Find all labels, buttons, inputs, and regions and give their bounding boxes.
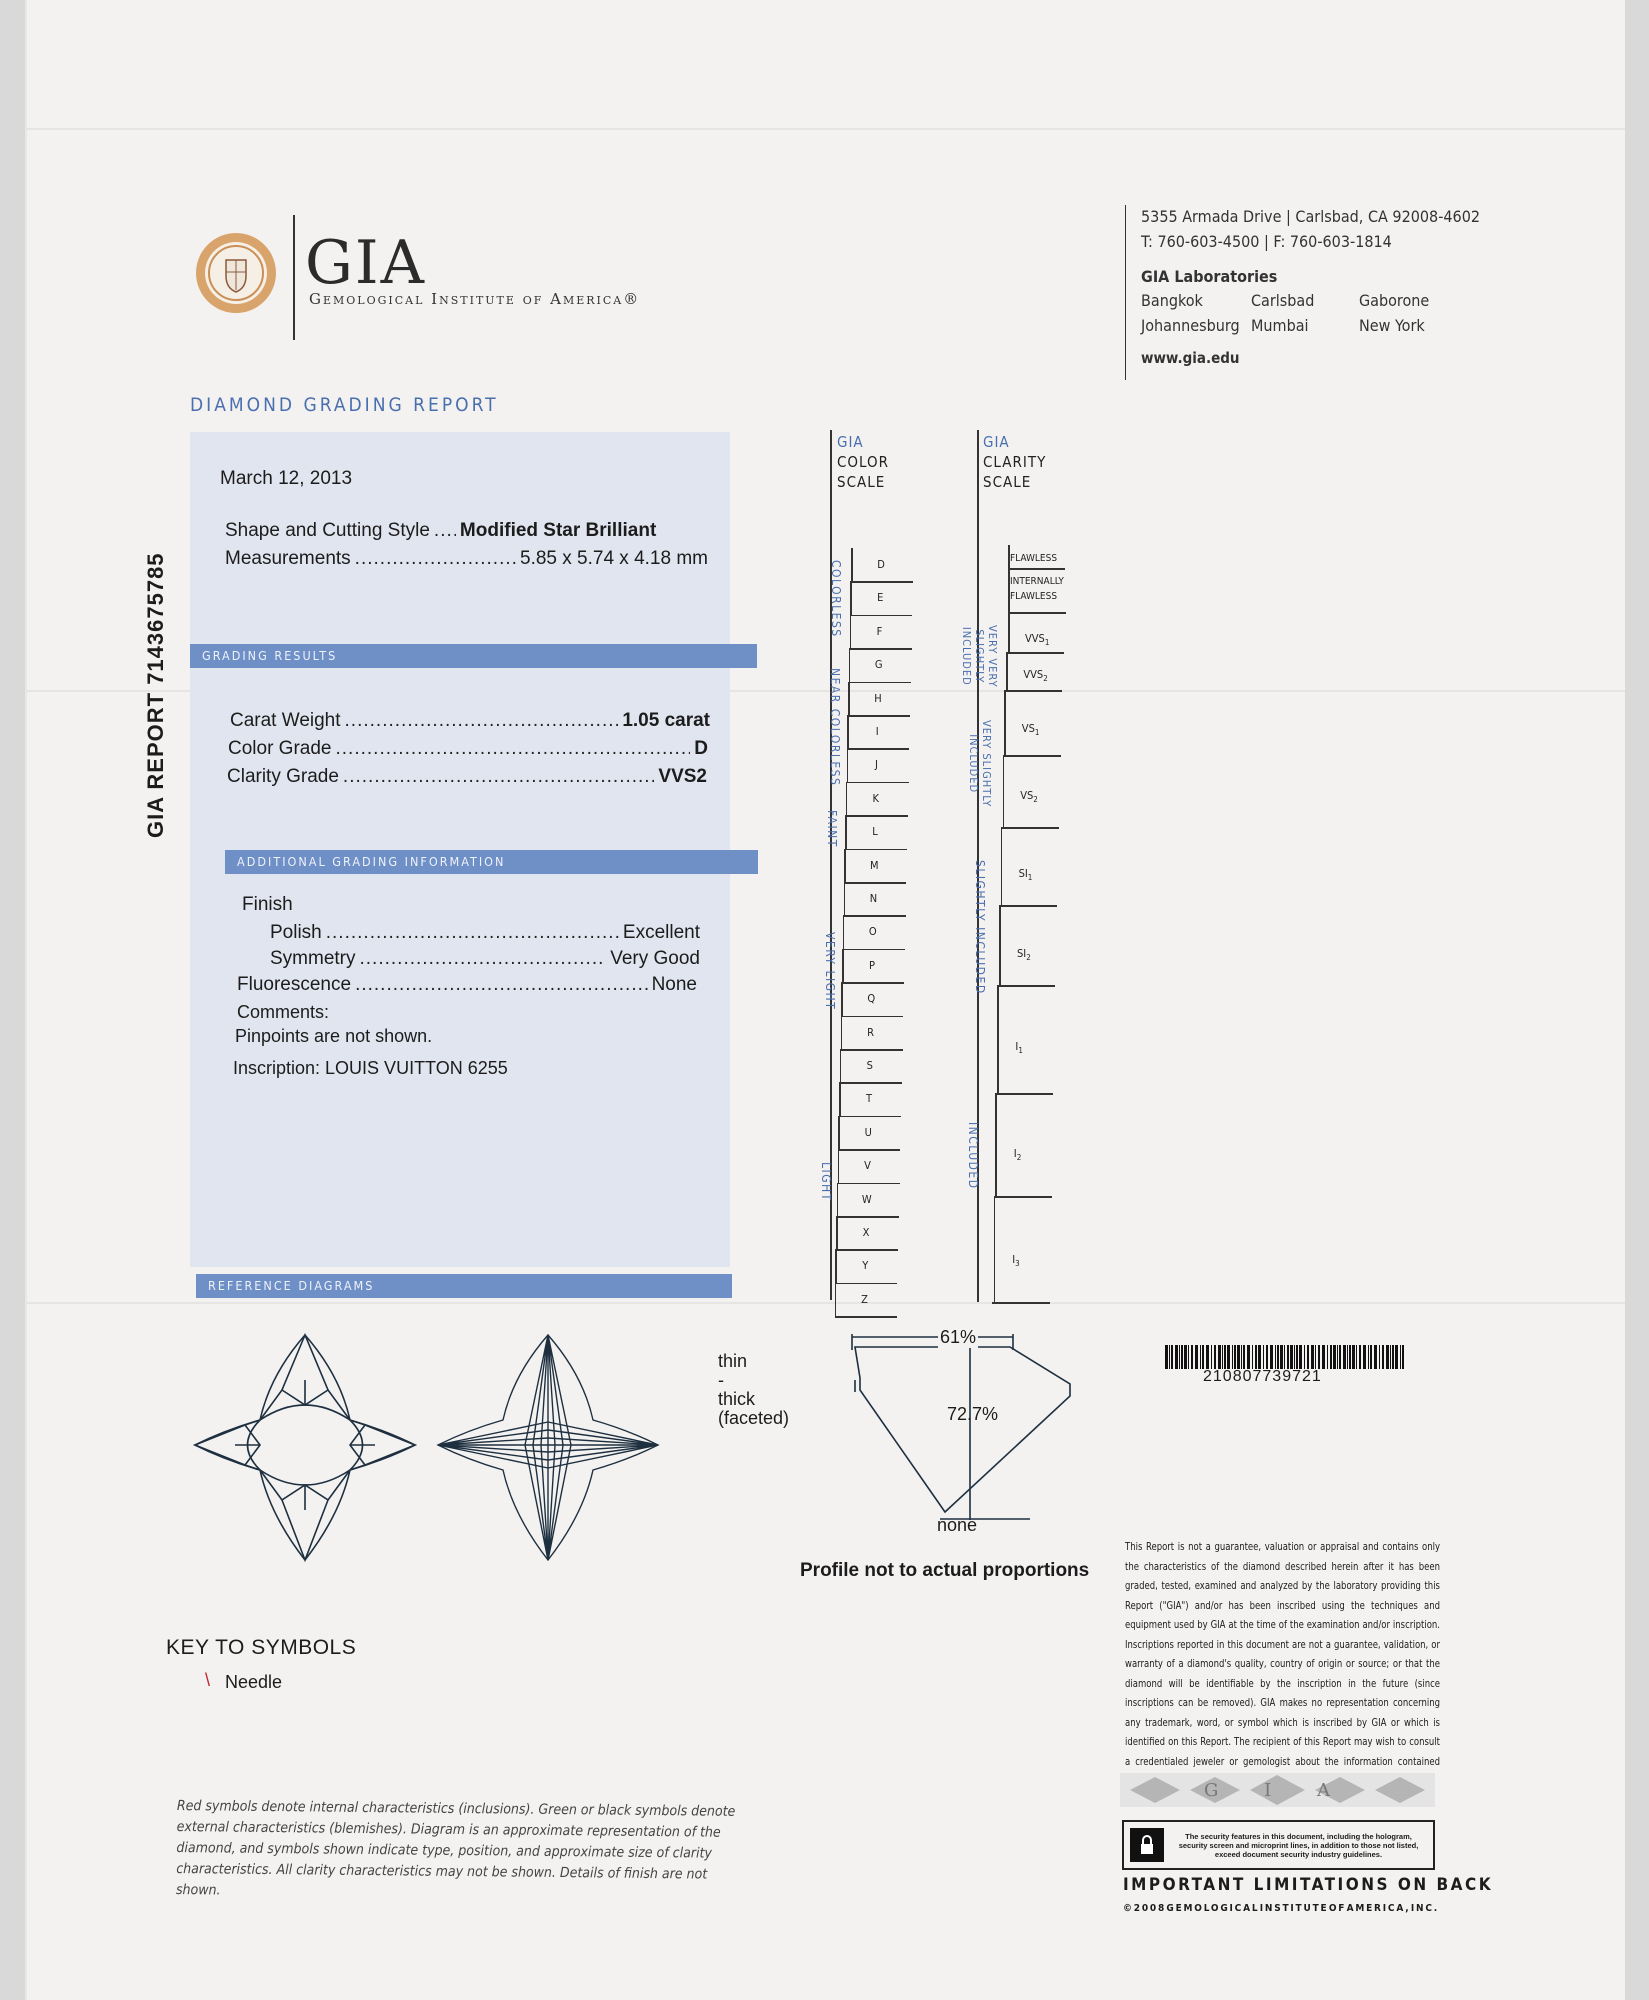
color-scale-tick xyxy=(847,748,909,750)
barcode-bar xyxy=(1370,1345,1372,1369)
barcode-bar xyxy=(1243,1345,1245,1369)
report-title: DIAMOND GRADING REPORT xyxy=(190,394,499,416)
address-line: 5355 Armada Drive | Carlsbad, CA 92008-4602 xyxy=(1141,207,1481,226)
barcode-bar xyxy=(1343,1345,1346,1369)
symmetry-row xyxy=(270,948,700,970)
important-limitations: IMPORTANT LIMITATIONS ON BACK xyxy=(1123,1875,1494,1895)
clarity-group-line: VERY SLIGHTLY xyxy=(980,720,993,808)
clarity-scale-tick xyxy=(992,1302,1050,1304)
logo-subtitle: Gemological Institute of America® xyxy=(309,290,641,308)
barcode-bar xyxy=(1224,1345,1226,1369)
clarity-scale-box xyxy=(997,985,999,1093)
color-grade-e: E xyxy=(877,591,884,605)
color-group-very-light: VERY LIGHT xyxy=(823,932,837,1011)
barcode-bar xyxy=(1247,1345,1250,1369)
color-scale-box xyxy=(835,1249,837,1282)
copyright-word: INSTITUTE xyxy=(1259,1903,1329,1914)
barcode-bar xyxy=(1347,1345,1348,1369)
barcode-bar xyxy=(1390,1345,1391,1369)
clarity-row xyxy=(227,766,707,788)
clarity-group-vvs xyxy=(960,625,999,688)
grading-panel xyxy=(190,432,730,1293)
color-grade-d: D xyxy=(877,558,885,571)
color-scale-box xyxy=(850,581,852,614)
barcode-bar xyxy=(1218,1345,1221,1369)
clarity-scale-head: CLARITY xyxy=(983,453,1047,471)
color-grade-x: X xyxy=(862,1226,870,1239)
barcode-bar xyxy=(1277,1345,1279,1369)
depth-percent: 72.7% xyxy=(947,1404,999,1424)
color-scale-box xyxy=(839,1082,841,1115)
color-group-faint: FAINT xyxy=(825,810,839,848)
color-grade-t: T xyxy=(865,1092,873,1106)
color-scale-box xyxy=(838,1149,840,1182)
clarity-scale-tick xyxy=(1004,690,1062,692)
clarity-flawless: FLAWLESS xyxy=(1010,553,1058,564)
barcode-bar xyxy=(1386,1345,1389,1369)
color-scale-tick xyxy=(850,648,912,650)
clarity-scale-tick xyxy=(997,985,1055,987)
clarity-value: VVS2 xyxy=(658,766,707,787)
barcode-bar xyxy=(1333,1345,1336,1369)
barcode-bar xyxy=(1206,1345,1209,1369)
polish-label: Polish xyxy=(270,922,322,943)
comments-label: Comments: xyxy=(237,1002,330,1022)
barcode-bar xyxy=(1330,1345,1332,1369)
fluorescence-value: None xyxy=(651,974,697,995)
clarity-scale-tick xyxy=(999,905,1057,907)
copyright xyxy=(1123,1903,1439,1914)
clarity-label: Clarity Grade xyxy=(227,766,339,787)
clarity-group-line: VERY VERY xyxy=(986,625,999,688)
color-scale-head: SCALE xyxy=(837,473,886,491)
color-scale-box xyxy=(850,615,852,648)
girdle-thick: thick xyxy=(718,1389,756,1409)
gia-seal-icon xyxy=(195,232,277,314)
color-scale-box xyxy=(837,1183,839,1216)
barcode-bar xyxy=(1184,1345,1187,1369)
color-scale-tick xyxy=(848,715,910,717)
barcode-number: 210807739721 xyxy=(1203,1368,1322,1385)
clarity-scale-box xyxy=(995,1093,997,1196)
barcode-bar xyxy=(1200,1345,1201,1369)
barcode-bar xyxy=(1202,1345,1204,1369)
clarity-scale-box xyxy=(1001,827,1003,905)
shape-value: Modified Star Brilliant xyxy=(459,520,657,541)
clarity-scale-tick xyxy=(1008,612,1066,614)
lab-city: New York xyxy=(1359,316,1425,336)
color-scale-box xyxy=(843,915,845,948)
lab-city: Mumbai xyxy=(1251,316,1309,336)
color-scale-box xyxy=(841,1016,843,1049)
barcode-bar xyxy=(1263,1345,1264,1369)
needle-label: Needle xyxy=(225,1672,283,1692)
barcode-bar xyxy=(1395,1345,1398,1369)
color-group-colorless: COLORLESS xyxy=(829,560,843,638)
clarity-group-vs xyxy=(967,720,993,807)
color-value: D xyxy=(694,738,708,759)
color-grade-z: Z xyxy=(861,1292,868,1306)
clarity-scale-box xyxy=(1008,612,1010,652)
barcode-bar xyxy=(1275,1345,1276,1369)
barcode-bar xyxy=(1339,1345,1341,1369)
color-scale-box xyxy=(835,1283,837,1316)
key-to-symbols-title: KEY TO SYMBOLS xyxy=(166,1636,357,1659)
barcode-bar xyxy=(1356,1345,1357,1369)
copyright-word: OF xyxy=(1328,1903,1347,1914)
barcode-bar xyxy=(1165,1345,1168,1369)
logo-text: GIA xyxy=(305,228,426,298)
barcode-bar xyxy=(1304,1345,1305,1369)
barcode-bar xyxy=(1400,1345,1401,1369)
color-grade-v: V xyxy=(864,1159,871,1173)
symmetry-value: Very Good xyxy=(610,948,700,969)
color-grade-h: H xyxy=(874,691,882,705)
color-scale-box xyxy=(844,849,846,882)
color-scale-tick xyxy=(845,849,907,851)
color-scale-tick xyxy=(842,982,904,984)
barcode-bar xyxy=(1349,1345,1351,1369)
barcode-bar xyxy=(1315,1345,1316,1369)
color-grade-p: P xyxy=(869,958,875,972)
color-scale-box xyxy=(847,748,849,781)
lab-city: Gaborone xyxy=(1359,291,1430,311)
needle-symbol-icon: \ xyxy=(205,1670,211,1690)
girdle-thin: thin xyxy=(718,1351,748,1371)
barcode-bar xyxy=(1284,1345,1285,1369)
clarity-scale-box xyxy=(1003,755,1005,827)
color-scale-tick xyxy=(840,1082,902,1084)
symmetry-label: Symmetry xyxy=(270,948,356,969)
finish-label: Finish xyxy=(242,894,293,915)
color-scale-head: COLOR xyxy=(837,453,890,471)
clarity-group-line: SLIGHTLY xyxy=(973,629,986,684)
barcode-bar xyxy=(1294,1345,1295,1369)
clarity-scale-gia: GIA xyxy=(983,433,1010,451)
color-label: Color Grade xyxy=(228,738,332,759)
barcode-bar xyxy=(1255,1345,1257,1369)
shape-row xyxy=(225,520,700,542)
color-grade-q: Q xyxy=(867,992,876,1006)
barcode-bar xyxy=(1270,1345,1273,1369)
color-scale-gia: GIA xyxy=(837,433,864,451)
barcode-bar xyxy=(1359,1345,1361,1369)
color-scale-tick xyxy=(850,615,912,617)
color-scale-box xyxy=(847,715,849,748)
color-scale-tick xyxy=(839,1116,901,1118)
clarity-scale-tick xyxy=(1003,755,1061,757)
clarity-grade-i3: $I_3$ xyxy=(1012,1253,1020,1269)
barcode-bar xyxy=(1169,1345,1170,1369)
clarity-group-line: INCLUDED xyxy=(967,734,980,794)
color-grade-r: R xyxy=(867,1025,874,1039)
color-scale-box xyxy=(848,682,850,715)
polish-value: Excellent xyxy=(622,922,700,943)
report-number: GIA REPORT 7143675785 xyxy=(143,552,168,838)
barcode-bar xyxy=(1382,1345,1384,1369)
barcode-bar xyxy=(1234,1345,1236,1369)
fold-line xyxy=(25,1302,1625,1304)
color-scale-tick xyxy=(847,782,909,784)
color-grade-g: G xyxy=(874,658,883,672)
color-grade-l: L xyxy=(872,825,878,839)
barcode-bar xyxy=(1307,1345,1309,1369)
barcode-bar xyxy=(1241,1345,1242,1369)
hologram-text: G I A xyxy=(1204,1780,1350,1801)
color-scale-tick xyxy=(851,581,913,583)
color-scale-box xyxy=(841,982,843,1015)
color-grade-f: F xyxy=(876,624,883,638)
color-grade-j: J xyxy=(875,758,878,772)
pavilion-diagram xyxy=(433,1330,663,1570)
legal-disclaimer: This Report is not a guarantee, valuation or appraisal and contains only the characteristics of the diamond described herein after it has been graded, tested, examined and analyzed by the laboratory providing this Report ("GIA") and/or has been inscribed using the techniques and equipment used by GIA at the time of the examination and/or inscription. Inscriptions reported in this document are not a guarantee, validation, or warranty of a diamond's quality, country of origin or source; or that the diamond will be identifiable by the inscription in the future (since inscriptions can be removed). GIA makes no representation concerning any trademark, word, or symbol which is inscribed by GIA or which is identified on this Report. The recipient of this Report may wish to consult a credentialed jeweler or gemologist about the information contained xyxy=(1125,1541,1440,1768)
color-group-light: LIGHT xyxy=(819,1162,833,1202)
lab-city: Johannesburg xyxy=(1141,316,1240,336)
color-grade-y: Y xyxy=(862,1259,869,1273)
lab-city: Carlsbad xyxy=(1251,291,1315,311)
table-percent: 61% xyxy=(940,1327,977,1347)
copyright-word: INC. xyxy=(1410,1903,1439,1914)
barcode-bar xyxy=(1211,1345,1212,1369)
hologram-icon xyxy=(1120,1773,1435,1807)
website-link[interactable]: www.gia.edu xyxy=(1141,348,1240,367)
barcode-bar xyxy=(1352,1345,1355,1369)
polish-row xyxy=(270,922,700,944)
color-scale-box xyxy=(851,548,853,581)
security-box xyxy=(1122,1820,1435,1870)
carat-row xyxy=(230,710,710,732)
phone-line: T: 760-603-4500 | F: 760-603-1814 xyxy=(1141,231,1392,251)
fluorescence-label: Fluorescence xyxy=(237,974,352,995)
footnote: Red symbols denote internal characteristics (inclusions). Green or black symbols denote external characteristics (blemishes). Diagram is an approximate representation of the diamond, and symbols shown indicate type, position, and approximate size of clarity characteristics. All clarity characteristics may not be shown. Details of finish are not shown. xyxy=(175,1797,736,1899)
color-scale-tick xyxy=(844,882,906,884)
barcode-bar xyxy=(1322,1345,1325,1369)
color-scale-tick xyxy=(846,815,908,817)
measurements-row xyxy=(225,548,708,570)
color-scale-tick xyxy=(849,682,911,684)
clarity-group-si: SLIGHTLY INCLUDED xyxy=(973,860,987,995)
barcode-bar xyxy=(1287,1345,1289,1369)
clarity-grade-vvs2: $VVS_2$ xyxy=(1023,668,1048,684)
color-scale-tick xyxy=(835,1316,897,1318)
barcode-bar xyxy=(1402,1345,1404,1369)
barcode-bar xyxy=(1214,1345,1216,1369)
report-sheet xyxy=(25,0,1625,2000)
clarity-grade-vvs1: $VVS_1$ xyxy=(1025,632,1050,648)
barcode-bar xyxy=(1318,1345,1320,1369)
color-scale-box xyxy=(846,782,848,815)
barcode-bar xyxy=(1363,1345,1366,1369)
clarity-scale-title xyxy=(983,432,1046,492)
report-date: March 12, 2013 xyxy=(220,468,353,489)
clarity-scale-box xyxy=(1006,652,1008,690)
clarity-grade-si1: $SI_1$ xyxy=(1018,867,1033,883)
barcode-bar xyxy=(1237,1345,1240,1369)
girdle-faceted: (faceted) xyxy=(718,1408,790,1428)
barcode-bar xyxy=(1188,1345,1189,1369)
color-scale-tick xyxy=(836,1249,898,1251)
clarity-scale-tick xyxy=(995,1093,1053,1095)
color-scale-box xyxy=(840,1049,842,1082)
color-scale-box xyxy=(844,882,846,915)
crown-diagram xyxy=(190,1330,420,1570)
clarity-scale-head: SCALE xyxy=(983,473,1032,491)
clarity-grade-i2: $I_2$ xyxy=(1013,1147,1022,1163)
color-scale-title xyxy=(837,432,889,492)
labs-title: GIA Laboratories xyxy=(1141,266,1278,286)
clarity-if-line: INTERNALLY xyxy=(1010,576,1064,587)
clarity-grade-vs1: $VS_1$ xyxy=(1021,722,1040,738)
barcode-bar xyxy=(1175,1345,1178,1369)
security-text: The security features in this document, including the hologram, security screen and microprint lines, in addition to those not listed, exceed document security industry guidelines. xyxy=(1178,1831,1419,1859)
color-scale-box xyxy=(842,949,844,982)
clarity-grade-si2: $SI_2$ xyxy=(1017,947,1031,963)
color-grade-s: S xyxy=(866,1059,873,1072)
barcode-bar xyxy=(1222,1345,1223,1369)
girdle-dash: - xyxy=(718,1370,724,1390)
barcode-bar xyxy=(1368,1345,1369,1369)
grading-results-band: GRADING RESULTS xyxy=(190,644,757,668)
measurements-value: 5.85 x 5.74 x 4.18 mm xyxy=(520,548,708,569)
clarity-group-included: INCLUDED xyxy=(966,1122,980,1190)
barcode-bar xyxy=(1258,1345,1261,1369)
color-grade-k: K xyxy=(872,791,879,805)
color-grade-o: O xyxy=(868,925,877,939)
fluorescence-row xyxy=(237,974,697,996)
clarity-grade-vs2: $VS_2$ xyxy=(1020,789,1038,805)
barcode-bar xyxy=(1379,1345,1380,1369)
barcode-bar xyxy=(1252,1345,1253,1369)
color-scale-tick xyxy=(844,915,906,917)
barcode-bar xyxy=(1392,1345,1394,1369)
color-scale-tick xyxy=(841,1049,903,1051)
clarity-scale-box xyxy=(994,1196,996,1302)
profile-caption: Profile not to actual proportions xyxy=(800,1560,1090,1581)
barcode-bar xyxy=(1171,1345,1173,1369)
barcode-bar xyxy=(1374,1345,1377,1369)
measurements-label: Measurements xyxy=(225,548,351,569)
barcode-bar xyxy=(1327,1345,1328,1369)
color-scale-tick xyxy=(838,1149,900,1151)
clarity-grade-i1: $I_1$ xyxy=(1015,1040,1023,1056)
color-grade-u: U xyxy=(864,1125,872,1139)
barcode-bar xyxy=(1311,1345,1314,1369)
fold-line xyxy=(25,0,27,2000)
girdle-label xyxy=(718,1352,789,1428)
shape-label: Shape and Cutting Style xyxy=(225,520,430,541)
barcode-icon xyxy=(1165,1345,1405,1369)
barcode-bar xyxy=(1191,1345,1193,1369)
barcode-bar xyxy=(1195,1345,1198,1369)
clarity-scale-tick xyxy=(994,1196,1052,1198)
barcode-bar xyxy=(1280,1345,1283,1369)
profile-diagram xyxy=(780,1322,1080,1552)
additional-info-band: ADDITIONAL GRADING INFORMATION xyxy=(225,850,758,874)
copyright-word: GEMOLOGICAL xyxy=(1166,1903,1260,1914)
copyright-word: AMERICA, xyxy=(1346,1903,1411,1914)
color-scale-tick xyxy=(843,949,905,951)
color-scale-box xyxy=(849,648,851,681)
clarity-scale-box xyxy=(1008,545,1010,612)
culet-label: none xyxy=(937,1515,978,1535)
clarity-scale-box xyxy=(1004,690,1006,755)
color-grade-w: W xyxy=(861,1192,872,1206)
barcode-bar xyxy=(1296,1345,1298,1369)
lab-city: Bangkok xyxy=(1141,291,1203,311)
color-scale-tick xyxy=(838,1183,900,1185)
color-grade-i: I xyxy=(875,725,879,738)
barcode-bar xyxy=(1227,1345,1230,1369)
barcode-bar xyxy=(1337,1345,1338,1369)
color-scale-tick xyxy=(835,1283,897,1285)
color-scale-box xyxy=(845,815,847,848)
copyright-word: ©2008 xyxy=(1123,1903,1167,1914)
clarity-scale-tick xyxy=(1006,652,1064,654)
address-block xyxy=(1125,205,1561,380)
inscription: Inscription: LOUIS VUITTON 6255 xyxy=(233,1058,508,1078)
color-grade-n: N xyxy=(869,892,878,905)
lock-icon xyxy=(1130,1828,1164,1862)
barcode-bar xyxy=(1299,1345,1302,1369)
color-group-near-colorless: NEAR COLORLESS xyxy=(828,668,842,787)
color-scale-tick xyxy=(841,1016,903,1018)
carat-label: Carat Weight xyxy=(230,710,341,731)
clarity-scale-box xyxy=(999,905,1001,985)
clarity-tick xyxy=(1010,568,1065,570)
color-row xyxy=(228,738,708,760)
barcode-bar xyxy=(1181,1345,1183,1369)
color-scale-box xyxy=(838,1116,840,1149)
logo-divider xyxy=(293,215,295,340)
carat-value: 1.05 carat xyxy=(622,710,710,731)
barcode-bar xyxy=(1290,1345,1293,1369)
labs-list xyxy=(1141,289,1561,339)
barcode-bar xyxy=(1232,1345,1233,1369)
clarity-internally-flawless xyxy=(1010,574,1064,604)
clarity-group-line: INCLUDED xyxy=(960,626,973,686)
clarity-scale-tick xyxy=(1001,827,1059,829)
barcode-bar xyxy=(1266,1345,1268,1369)
clarity-if-line: FLAWLESS xyxy=(1010,591,1058,602)
color-grade-m: M xyxy=(869,858,879,872)
barcode-bar xyxy=(1179,1345,1180,1369)
reference-diagrams-band: REFERENCE DIAGRAMS xyxy=(196,1274,732,1298)
comments-value: Pinpoints are not shown. xyxy=(235,1026,433,1046)
fold-line xyxy=(25,128,1625,130)
color-scale-tick xyxy=(837,1216,899,1218)
color-scale-box xyxy=(836,1216,838,1249)
